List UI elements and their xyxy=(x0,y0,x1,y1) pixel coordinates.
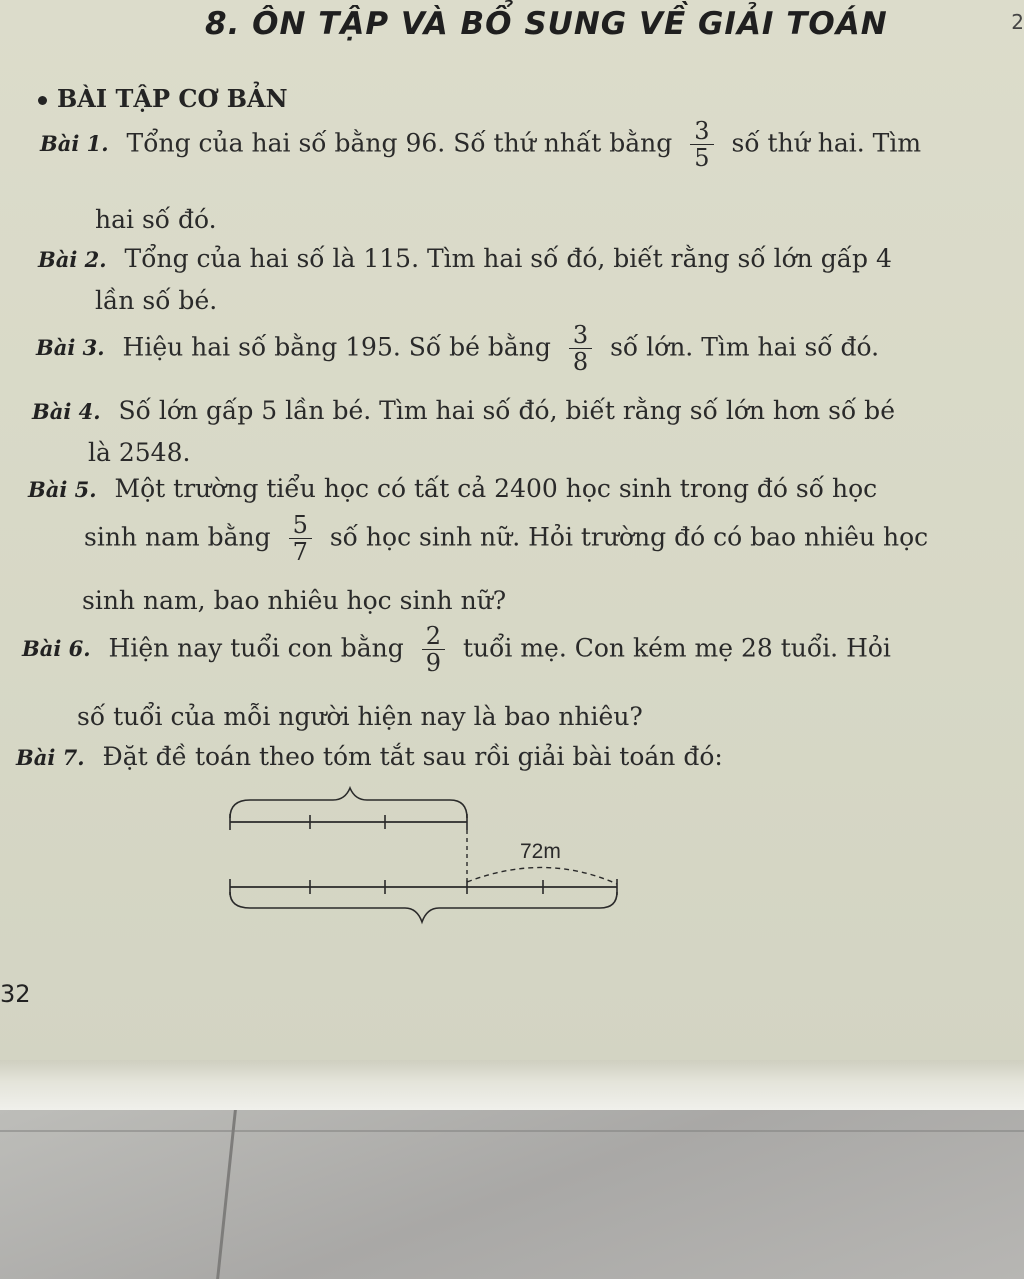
exercise-7 xyxy=(16,742,723,771)
tile-seam xyxy=(0,1130,1024,1132)
exercise-3 xyxy=(36,322,879,376)
bottom-brace xyxy=(230,892,617,922)
exercise-4-cont: là 2548. xyxy=(88,438,191,467)
bullet-icon xyxy=(38,96,47,105)
page-edge xyxy=(0,1060,1024,1115)
exercise-label: Bài 6. xyxy=(22,636,91,662)
difference-arc xyxy=(467,867,617,884)
exercise-text: tuổi mẹ. Con kém mẹ 28 tuổi. Hỏi xyxy=(462,633,891,663)
corner-mark: 2 xyxy=(1011,10,1024,34)
exercise-5 xyxy=(28,474,877,503)
exercise-1-cont: hai số đó. xyxy=(95,205,217,234)
top-brace xyxy=(230,788,467,818)
exercise-text: số thứ hai. Tìm xyxy=(731,128,922,158)
fraction xyxy=(289,512,312,566)
exercise-label: Bài 2. xyxy=(38,247,107,272)
difference-label: 72m xyxy=(520,840,561,863)
exercise-text: sinh nam bằng xyxy=(84,522,271,552)
page-number: 32 xyxy=(0,980,31,1008)
exercise-4 xyxy=(32,396,895,425)
fraction-denominator: 5 xyxy=(694,144,710,173)
segment-diagram xyxy=(215,780,635,930)
exercise-label: Bài 7. xyxy=(16,745,85,770)
exercise-6-cont: số tuổi của mỗi người hiện nay là bao nhiêu? xyxy=(77,702,643,731)
fraction xyxy=(690,118,713,172)
floor-background xyxy=(0,1110,1024,1279)
exercise-text: Một trường tiểu học có tất cả 2400 học sinh trong đó số học xyxy=(114,474,878,503)
fraction xyxy=(422,623,445,677)
fraction-denominator: 9 xyxy=(425,649,441,678)
fraction-denominator: 7 xyxy=(292,538,308,567)
exercise-5-cont xyxy=(84,512,928,566)
section-heading-text: BÀI TẬP CƠ BẢN xyxy=(57,84,288,113)
exercise-text: số lớn. Tìm hai số đó. xyxy=(610,332,880,362)
exercise-text: số học sinh nữ. Hỏi trường đó có bao nhiêu học xyxy=(329,522,929,552)
exercise-text: Hiện nay tuổi con bằng xyxy=(108,633,404,663)
exercise-text: Hiệu hai số bằng 195. Số bé bằng xyxy=(122,332,551,362)
page-title: 8. ÔN TẬP VÀ BỔ SUNG VỀ GIẢI TOÁN xyxy=(205,6,888,42)
exercise-text: Số lớn gấp 5 lần bé. Tìm hai số đó, biết rằng số lớn hơn số bé xyxy=(118,396,895,425)
exercise-1 xyxy=(40,118,921,172)
exercise-text: Đặt đề toán theo tóm tắt sau rồi giải bài toán đó: xyxy=(102,742,723,771)
exercise-text: Tổng của hai số bằng 96. Số thứ nhất bằng xyxy=(126,128,673,158)
exercise-label: Bài 5. xyxy=(28,477,97,502)
fraction-denominator: 8 xyxy=(572,348,589,377)
fraction-numerator: 5 xyxy=(289,512,312,539)
exercise-6 xyxy=(22,623,891,677)
exercise-2 xyxy=(38,244,892,273)
section-heading xyxy=(38,84,288,113)
exercise-label: Bài 4. xyxy=(32,399,101,424)
tile-seam xyxy=(216,1110,237,1279)
fraction-numerator: 3 xyxy=(690,118,713,145)
exercise-2-cont: lần số bé. xyxy=(95,286,218,315)
fraction xyxy=(569,322,592,376)
fraction-numerator: 2 xyxy=(422,623,445,650)
exercise-5-cont2: sinh nam, bao nhiêu học sinh nữ? xyxy=(82,586,507,615)
fraction-numerator: 3 xyxy=(569,322,592,349)
exercise-label: Bài 1. xyxy=(40,131,109,157)
exercise-label: Bài 3. xyxy=(36,335,105,361)
exercise-text: Tổng của hai số là 115. Tìm hai số đó, biết rằng số lớn gấp 4 xyxy=(124,244,892,273)
